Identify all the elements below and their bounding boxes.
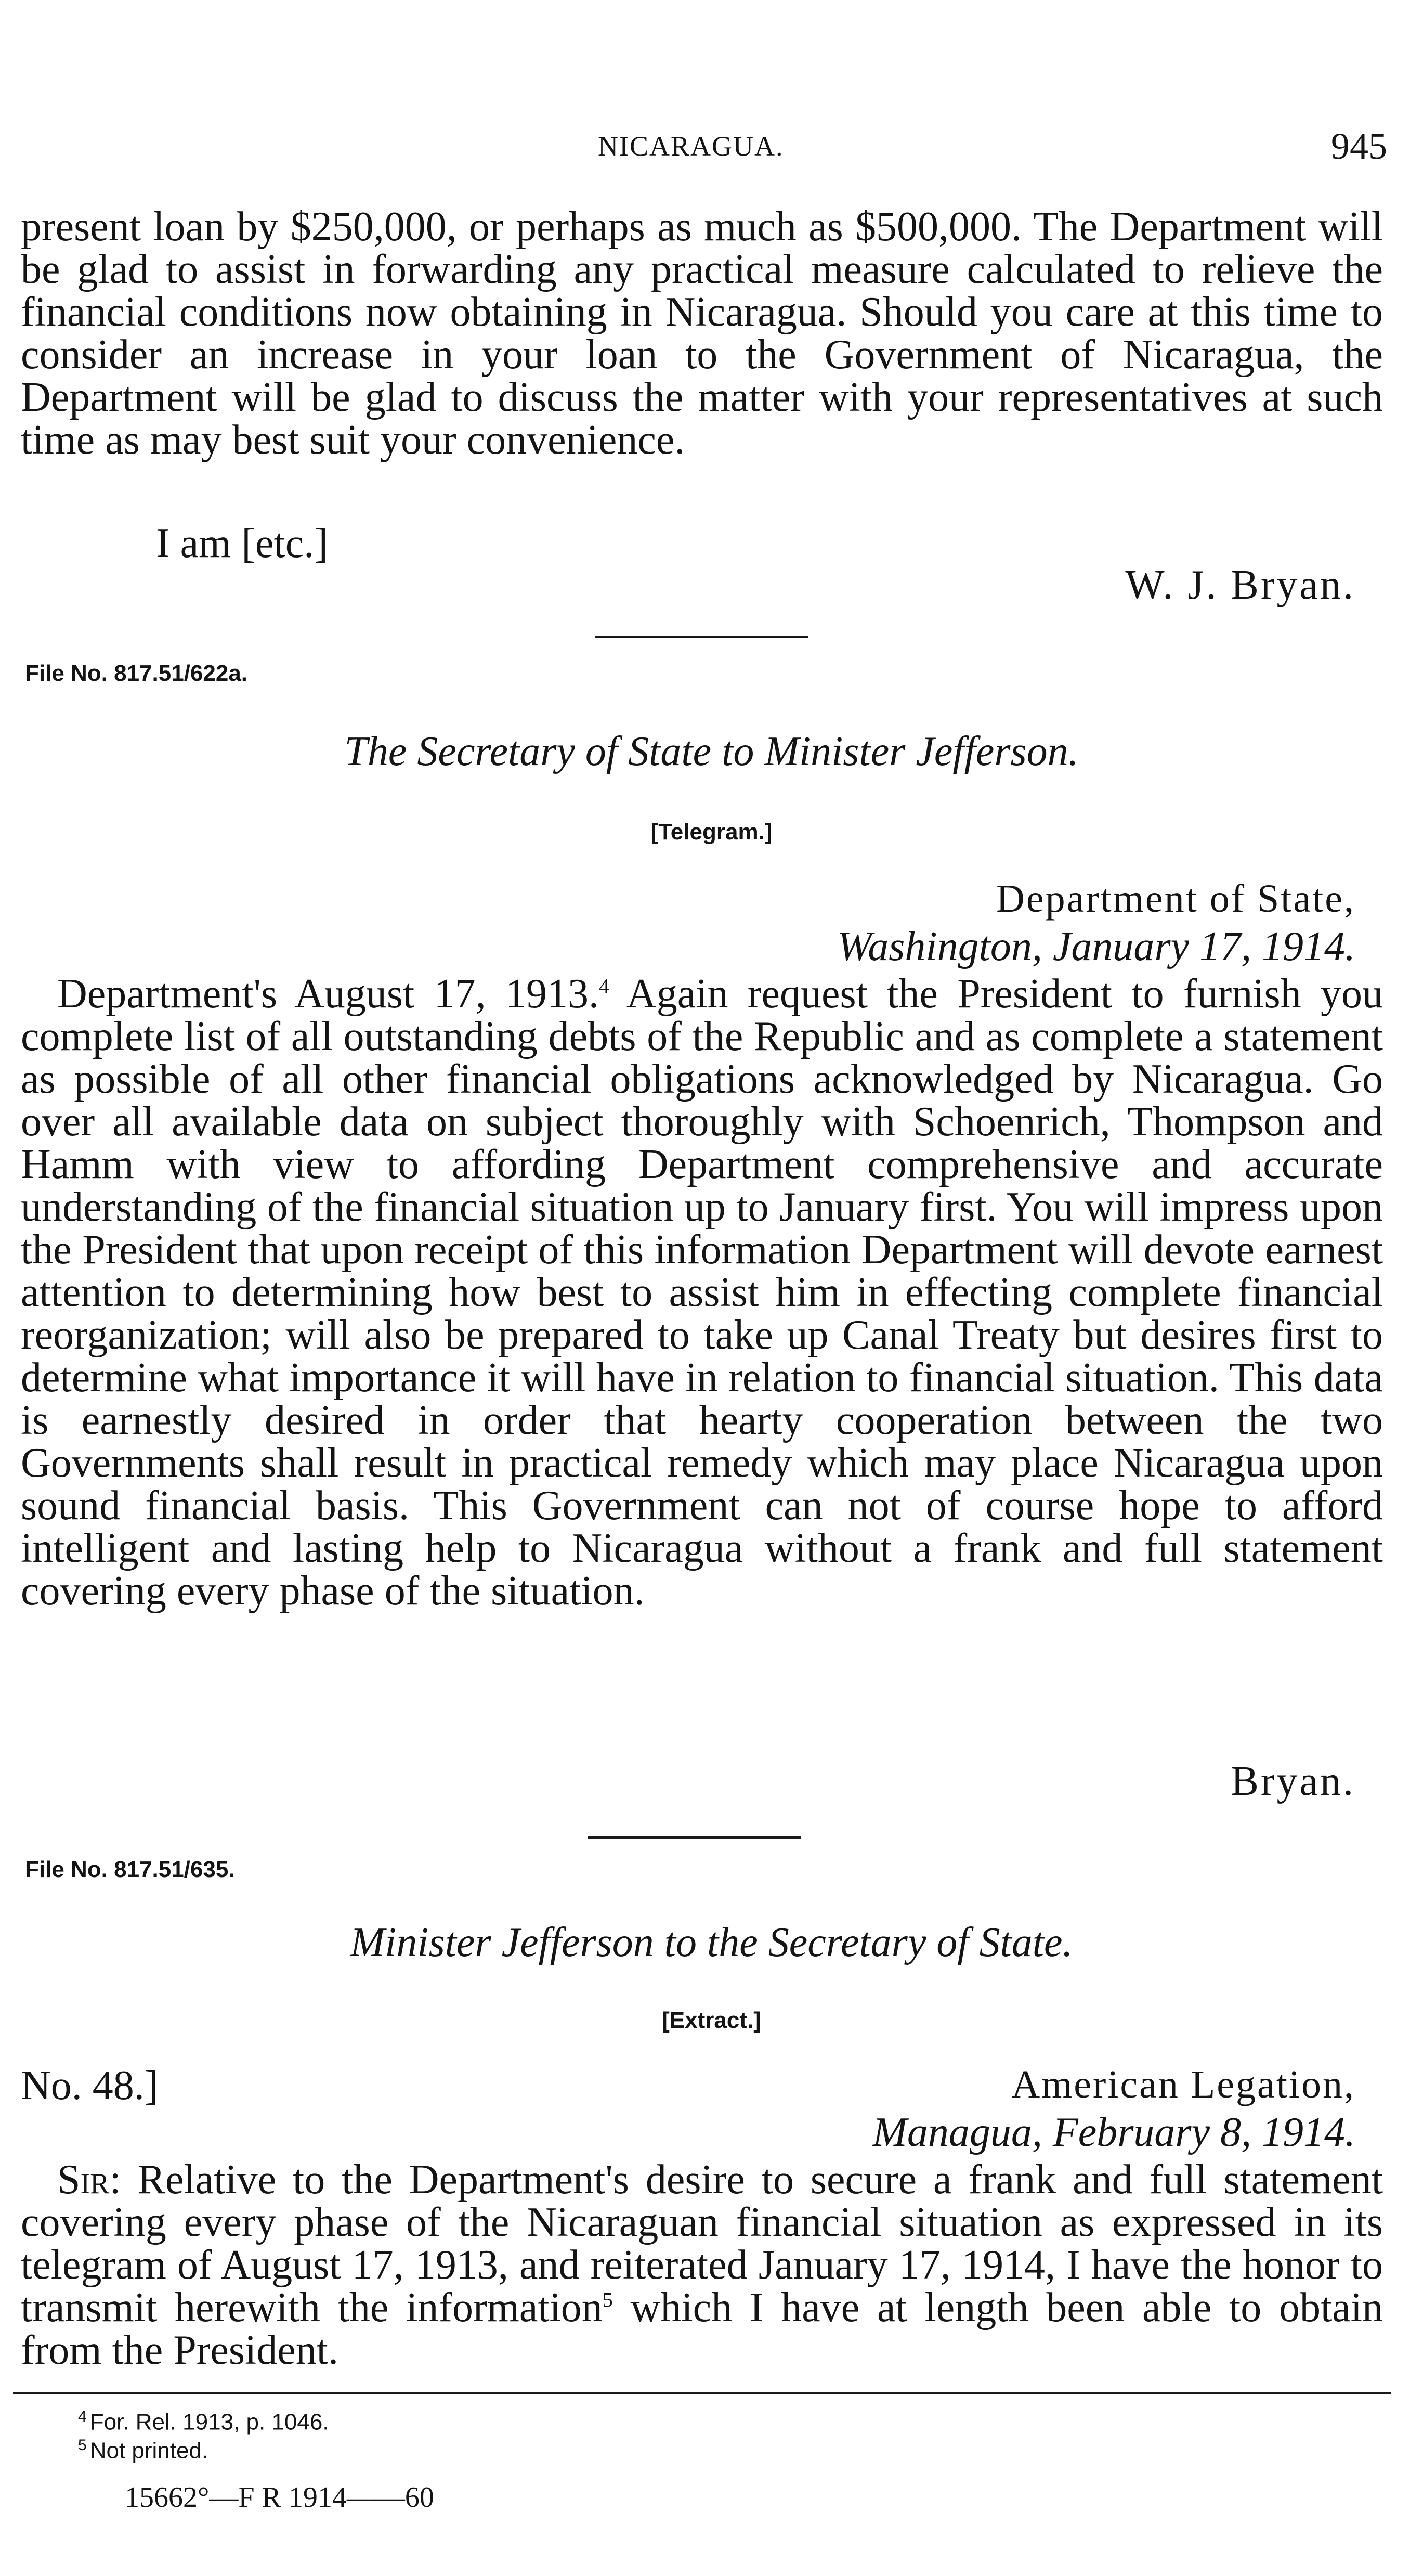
doc3-number: No. 48.] xyxy=(21,2063,159,2108)
footnote-mark: 5 xyxy=(78,2437,87,2454)
doc3-salutation: Sir: xyxy=(57,2157,121,2203)
doc3-dateline-date: Managua, February 8, 1914. xyxy=(872,2109,1355,2155)
footnote-divider xyxy=(13,2392,1391,2394)
doc2-signature: Bryan. xyxy=(1231,1758,1355,1804)
letter1-signature: W. J. Bryan. xyxy=(1125,562,1355,608)
section-divider xyxy=(588,1836,801,1839)
letter1-paragraph: present loan by $250,000, or perhaps as much as $500,000. The Department will be glad to assist in forwarding any practical measure calculated to relieve the financial conditions now obtaining in Nicaragua. Should you care at this time to consider an increase in your loan to the Government of Nicaragua, the Department will be glad to discuss the matter with your representatives at such time as may best suit your convenience. xyxy=(21,204,1383,463)
footnote-mark: 4 xyxy=(78,2408,87,2425)
doc2-footnote-ref: 4 xyxy=(598,974,609,998)
section-divider xyxy=(595,636,808,638)
footnote-item xyxy=(78,2408,329,2436)
doc2-body xyxy=(21,973,1383,1612)
doc3-dateline-place: American Legation, xyxy=(1011,2063,1355,2106)
page-header xyxy=(0,125,1423,182)
doc3-footnote-ref: 5 xyxy=(602,2288,613,2312)
doc2-dateline-date: Washington, January 17, 1914. xyxy=(837,924,1355,969)
doc2-type: [Telegram.] xyxy=(650,819,773,845)
doc3-file-number: File No. 817.51/635. xyxy=(25,1857,235,1882)
footnote-item xyxy=(78,2437,208,2464)
doc3-body-start: Relative to the Department's desire to secure a frank and full statement covering every phase of the Nicaraguan financial situation as expressed in its telegram of August 17, 1913, and reiterated January 17, 1914, I have the honor to transmit herewith the information xyxy=(21,2157,1383,2331)
printer-mark: 15662°—F R 1914——60 xyxy=(125,2481,434,2514)
doc3-body xyxy=(21,2158,1383,2372)
doc2-dateline-place: Department of State, xyxy=(996,877,1355,921)
running-head: NICARAGUA. xyxy=(598,131,784,162)
footnote-text: Not printed. xyxy=(89,2438,208,2464)
doc3-type: [Extract.] xyxy=(662,2008,761,2033)
doc2-title: The Secretary of State to Minister Jefferson. xyxy=(344,729,1079,774)
doc2-body-start: Department's August 17, 1913. xyxy=(57,971,599,1017)
doc3-body-rest: which I have at length been able to obtain from the President. xyxy=(21,2285,1383,2373)
doc2-body-rest: Again request the President to furnish you complete list of all outstanding debts of the Republic and as complete a statement as possible of all other financial obligations acknowledged by Nicaragua. Go over all available data on subject thoroughly with Schoenrich, Thompson and Hamm with view to affording Department comprehensive and accurate understanding of the financial situation up to January first. You will impress upon the President that upon receipt of this information Department will devote earnest attention to determining how best to assist him in effecting complete financial reorganization; will also be prepared to take up Canal Treaty but desires first to determine what importance it will have in relation to financial situation. This data is earnestly desired in order that hearty cooperation between the two Governments shall result in practical remedy which may place Nicaragua upon sound financial basis. This Government can not of course hope to afford intelligent and lasting help to Nicaragua without a frank and full statement covering every phase of the situation. xyxy=(21,971,1383,1614)
doc3-title: Minister Jefferson to the Secretary of State. xyxy=(350,1920,1073,1965)
letter1-closing: I am [etc.] xyxy=(156,521,328,566)
footnote-text: For. Rel. 1913, p. 1046. xyxy=(89,2409,329,2435)
doc2-file-number: File No. 817.51/622a. xyxy=(25,661,248,686)
page-number: 945 xyxy=(1331,125,1387,167)
